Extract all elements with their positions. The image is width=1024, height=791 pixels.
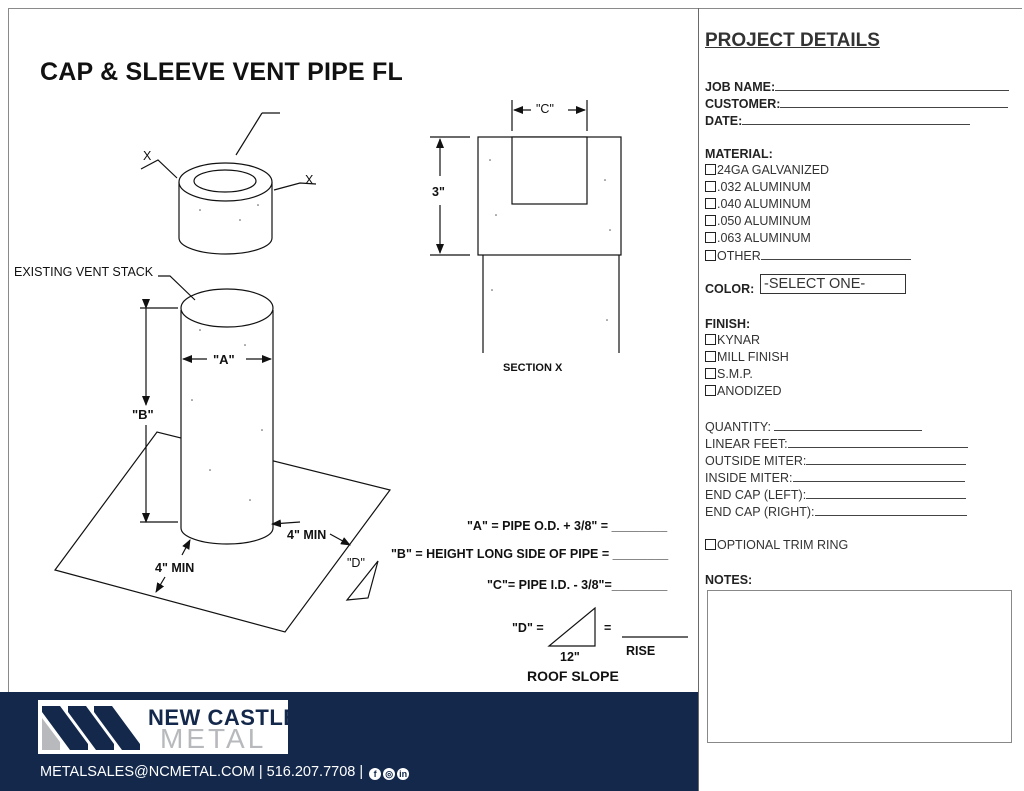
- material-option-label: .063 ALUMINUM: [717, 231, 811, 245]
- date-field[interactable]: [742, 113, 970, 125]
- logo-line2: METAL: [160, 723, 267, 754]
- roof-slope-triangle: [549, 608, 595, 646]
- customer-field[interactable]: [780, 96, 1008, 108]
- finish-option-label: MILL FINISH: [717, 350, 789, 364]
- finish-option[interactable]: [705, 333, 760, 347]
- material-option-other[interactable]: [705, 248, 911, 263]
- end-cap-left-row[interactable]: [705, 487, 966, 502]
- material-option-label: .040 ALUMINUM: [717, 197, 811, 211]
- label-existing-stack: EXISTING VENT STACK: [14, 265, 154, 279]
- checkbox[interactable]: [705, 334, 716, 345]
- inside-miter-field[interactable]: [793, 470, 965, 482]
- material-label: MATERIAL:: [705, 147, 773, 161]
- material-option[interactable]: [705, 231, 811, 245]
- label-section-x: SECTION X: [503, 362, 563, 374]
- checkbox[interactable]: [705, 181, 716, 192]
- label-4in-min-left: 4" MIN: [155, 561, 195, 575]
- material-option[interactable]: [705, 180, 811, 194]
- end-cap-left-field[interactable]: [806, 487, 966, 499]
- finish-option[interactable]: [705, 384, 782, 398]
- quantity-field[interactable]: [774, 419, 922, 431]
- quantity-label: QUANTITY:: [705, 420, 771, 434]
- finish-option[interactable]: [705, 367, 753, 381]
- material-option[interactable]: [705, 163, 829, 177]
- material-option-label: 24GA GALVANIZED: [717, 163, 830, 177]
- linkedin-icon[interactable]: in: [399, 769, 408, 779]
- checkbox[interactable]: [705, 215, 716, 226]
- checkbox[interactable]: [705, 198, 716, 209]
- other-field[interactable]: [761, 248, 911, 260]
- label-roof-slope: ROOF SLOPE: [527, 668, 619, 684]
- label-dim-c: "C": [536, 102, 554, 116]
- checkbox[interactable]: [705, 351, 716, 362]
- material-option-label: .050 ALUMINUM: [717, 214, 811, 228]
- formula-a: "A" = PIPE O.D. + 3/8" = ________: [467, 519, 668, 533]
- checkbox[interactable]: [705, 250, 716, 261]
- finish-option-label: S.M.P.: [717, 367, 753, 381]
- section-pipe-bore: [512, 137, 587, 204]
- linear-feet-label: LINEAR FEET:: [705, 437, 788, 451]
- label-dim-a: "A": [213, 352, 235, 367]
- label-rise: RISE: [626, 644, 656, 658]
- logo-line1: NEW CASTLE: [148, 705, 299, 730]
- checkbox[interactable]: [705, 232, 716, 243]
- facebook-icon[interactable]: f: [369, 768, 381, 780]
- cap-top: [179, 163, 272, 201]
- outside-miter-label: OUTSIDE MITER:: [705, 454, 807, 468]
- job-name-field[interactable]: [775, 79, 1009, 91]
- checkbox[interactable]: [705, 539, 716, 550]
- date-row[interactable]: [705, 112, 970, 130]
- formula-equals: =: [604, 621, 612, 635]
- material-option-label: .032 ALUMINUM: [717, 180, 811, 194]
- formula-c: "C"= PIPE I.D. - 3/8"=________: [487, 578, 668, 592]
- label-x1: X: [143, 149, 152, 163]
- material-option[interactable]: [705, 214, 811, 228]
- trim-ring-label: OPTIONAL TRIM RING: [717, 538, 849, 552]
- material-option-label: OTHER: [717, 249, 761, 263]
- quantity-row[interactable]: [705, 419, 922, 434]
- linear-feet-row[interactable]: [705, 436, 968, 451]
- label-3in: 3": [432, 185, 445, 199]
- formula-d: "D" =: [512, 621, 544, 635]
- end-cap-right-row[interactable]: [705, 504, 967, 519]
- finish-option[interactable]: [705, 350, 789, 364]
- inside-miter-label: INSIDE MITER:: [705, 471, 793, 485]
- panel-title: PROJECT DETAILS: [705, 30, 880, 51]
- color-select[interactable]: -SELECT ONE-: [760, 274, 906, 294]
- outside-miter-field[interactable]: [806, 453, 966, 465]
- checkbox[interactable]: [705, 368, 716, 379]
- job-name-label: JOB NAME:: [705, 80, 776, 94]
- label-d-small: "D": [347, 556, 365, 570]
- contact-text: METALSALES@NCMETAL.COM | 516.207.7708 |: [40, 764, 364, 780]
- checkbox[interactable]: [705, 385, 716, 396]
- finish-option-label: ANODIZED: [717, 384, 782, 398]
- stack-top: [181, 289, 273, 327]
- customer-label: CUSTOMER:: [705, 97, 781, 111]
- finish-label: FINISH:: [705, 317, 751, 331]
- end-cap-right-label: END CAP (RIGHT):: [705, 505, 815, 519]
- label-4in-min-right: 4" MIN: [287, 528, 327, 542]
- formula-b: "B" = HEIGHT LONG SIDE OF PIPE = ________: [391, 547, 669, 561]
- inside-miter-row[interactable]: [705, 470, 965, 485]
- linear-feet-field[interactable]: [788, 436, 968, 448]
- checkbox[interactable]: [705, 164, 716, 175]
- footer-contact: [40, 764, 409, 780]
- label-x2: X: [305, 173, 314, 187]
- material-option[interactable]: [705, 197, 811, 211]
- notes-label: NOTES:: [705, 573, 753, 587]
- page-title: CAP & SLEEVE VENT PIPE FL: [40, 58, 403, 86]
- job-name-row[interactable]: [705, 78, 1009, 96]
- label-dim-b: "B": [132, 407, 154, 422]
- end-cap-right-field[interactable]: [815, 504, 967, 516]
- finish-option-label: KYNAR: [717, 333, 761, 347]
- notes-textarea[interactable]: [707, 590, 1012, 743]
- project-details-panel: [705, 0, 1020, 791]
- trim-ring-option[interactable]: [705, 538, 848, 552]
- end-cap-left-label: END CAP (LEFT):: [705, 488, 807, 502]
- color-label: COLOR:: [705, 282, 755, 296]
- customer-row[interactable]: [705, 95, 1008, 113]
- outside-miter-row[interactable]: [705, 453, 966, 468]
- date-label: DATE:: [705, 114, 743, 128]
- label-12in: 12": [560, 650, 580, 664]
- instagram-icon[interactable]: ◎: [383, 768, 395, 780]
- panel-divider: [698, 8, 699, 791]
